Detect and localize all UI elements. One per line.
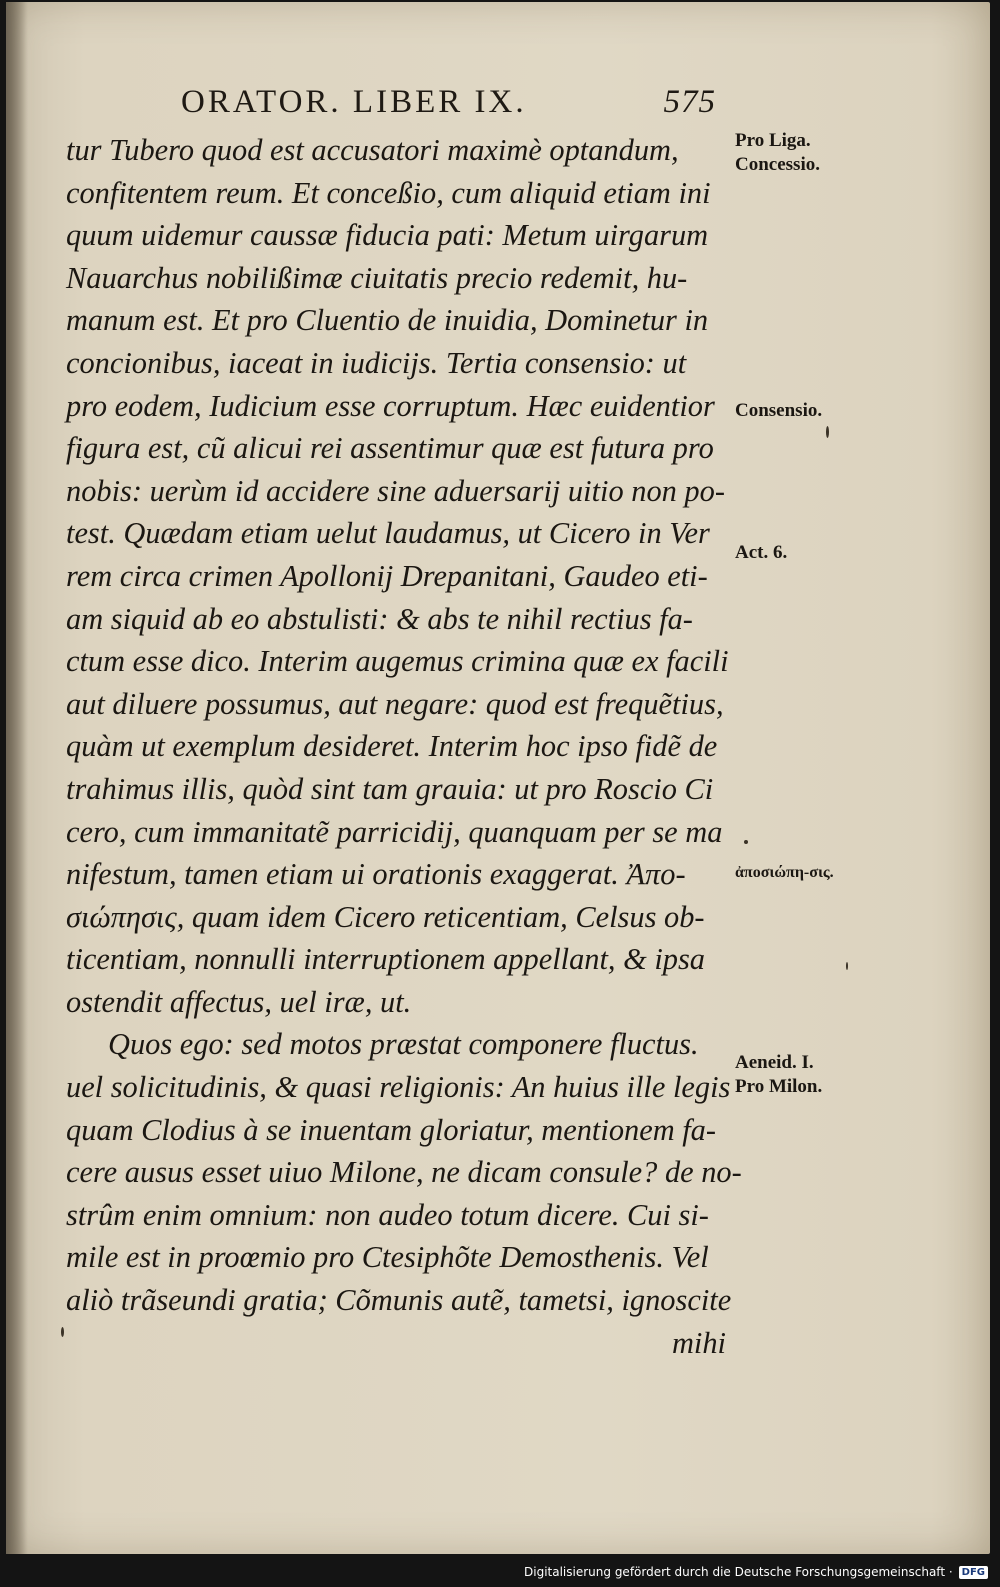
text-line: test. Quædam etiam uelut laudamus, ut Cicero in Ver: [66, 516, 710, 551]
text-line: confitentem reum. Et conceßio, cum aliquid etiam ini: [66, 175, 711, 210]
text-line: quum uidemur caussæ fiducia pati: Metum uirgarum: [66, 218, 709, 253]
text-line: figura est, cũ alicui rei assentimur quæ est futura pro: [66, 431, 714, 466]
text-line: strûm enim omnium: non audeo totum dicere. Cui si-: [66, 1197, 709, 1232]
margin-note-concessio: Concessio.: [735, 154, 820, 175]
paper-speck: [846, 962, 848, 970]
text-line: cere ausus esset uiuo Milone, ne dicam consule? de no-: [66, 1155, 742, 1190]
margin-note-pro-milon: Pro Milon.: [735, 1076, 823, 1097]
page-number: 575: [663, 84, 716, 120]
paper-speck: [744, 840, 748, 844]
book-page: [6, 2, 990, 1554]
margin-note-aeneid: Aeneid. I.: [735, 1052, 814, 1073]
paper-speck: [61, 1327, 64, 1337]
text-line: manum est. Et pro Cluentio de inuidia, Dominetur in: [66, 303, 709, 338]
margin-note-consensio: Consensio.: [735, 400, 823, 421]
text-line: ctum esse dico. Interim augemus crimina quæ ex facili: [66, 644, 729, 679]
text-line: ticentiam, nonnulli interruptionem appellant, & ipsa: [66, 942, 706, 977]
running-header: [181, 84, 716, 124]
text-line: rem circa crimen Apollonij Drepanitani, Gaudeo eti-: [66, 558, 708, 593]
text-line: cero, cum immanitatẽ parricidij, quanquam per se ma: [66, 814, 723, 849]
margin-note-aposiopesis: ἀποσιώπη-σις.: [735, 864, 834, 881]
digitization-credit: [524, 1563, 988, 1581]
text-line: nifestum, tamen etiam ui orationis exaggerat. Ἀπο-: [66, 857, 686, 892]
text-line: quam Clodius à se inuentam gloriatur, mentionem fa-: [66, 1112, 716, 1147]
text-line: pro eodem, Iudicium esse corruptum. Hæc euidentior: [66, 388, 715, 423]
text-line: ostendit affectus, uel iræ, ut.: [66, 984, 412, 1019]
paper-speck: [826, 426, 829, 438]
running-title: ORATOR. LIBER IX.: [181, 84, 527, 120]
credit-text: Digitalisierung gefördert durch die Deutsche Forschungsgemeinschaft ·: [524, 1565, 953, 1579]
text-line: trahimus illis, quòd sint tam grauia: ut pro Roscio Ci: [66, 771, 714, 806]
text-line: uel solicitudinis, & quasi religionis: An huius ille legis: [66, 1070, 731, 1105]
text-line: aut diluere possumus, aut negare: quod est frequẽtius,: [66, 686, 724, 721]
margin-note-pro-liga: Pro Liga.: [735, 130, 811, 151]
margin-note-act6: Act. 6.: [735, 542, 788, 563]
text-line: Nauarchus nobilißimæ ciuitatis precio redemit, hu-: [66, 260, 688, 295]
text-line: σιώπησις, quam idem Cicero reticentiam, Celsus ob-: [66, 899, 705, 934]
verse-quotation: Quos ego: sed motos præstat componere fluctus.: [108, 1027, 699, 1062]
text-line: aliò trãseundi gratia; Cõmunis autẽ, tametsi, ignoscite: [66, 1283, 732, 1318]
text-line: nobis: uerùm id accidere sine aduersarij uitio non po-: [66, 473, 725, 508]
text-line: quàm ut exemplum desideret. Interim hoc ipso fidẽ de: [66, 729, 718, 764]
dfg-logo: DFG: [959, 1566, 988, 1579]
page-gutter-shadow: [6, 2, 28, 1554]
text-line: mile est in proœmio pro Ctesiphõte Demosthenis. Vel: [66, 1240, 709, 1275]
text-line: concionibus, iaceat in iudicijs. Tertia consensio: ut: [66, 345, 687, 380]
text-line: tur Tubero quod est accusatori maximè optandum,: [66, 133, 679, 167]
catchword: mihi: [671, 1325, 726, 1360]
main-text-block: [66, 129, 742, 1364]
text-line: am siquid ab eo abstulisti: & abs te nihil rectius fa-: [66, 601, 693, 636]
